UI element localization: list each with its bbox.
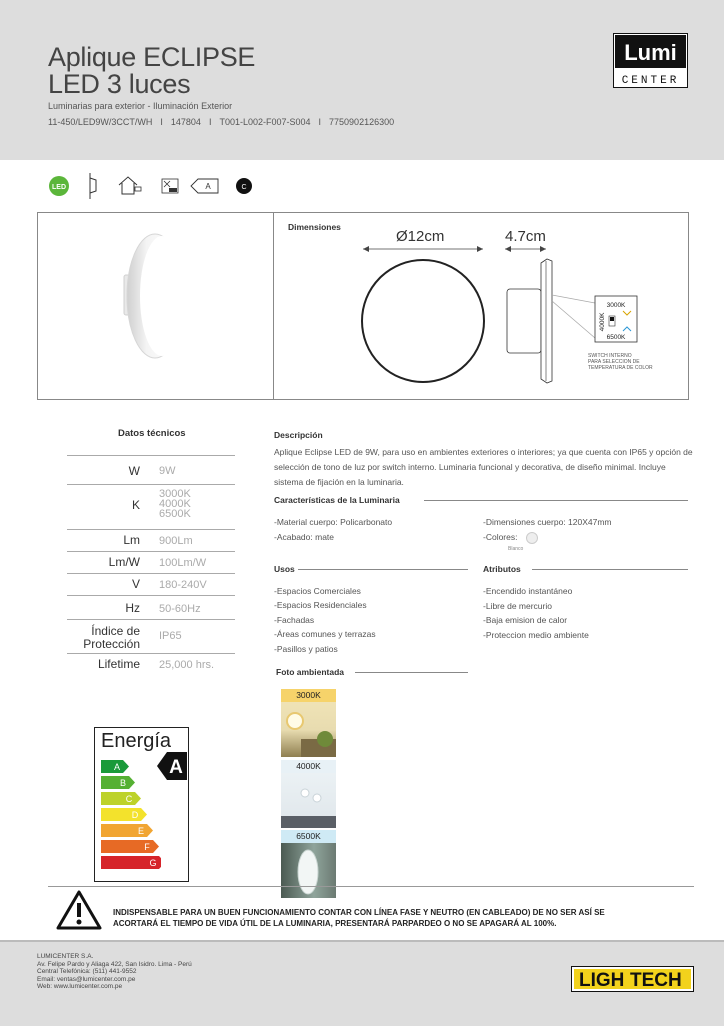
use-item: -Espacios Comerciales xyxy=(274,586,361,596)
product-ean: 7750902126300 xyxy=(329,117,395,127)
tech-value: 25,000 hrs. xyxy=(159,659,215,671)
product-title-line1: Aplique ECLIPSE xyxy=(48,42,256,72)
depth-label: 4.7cm xyxy=(505,228,546,245)
section-rule xyxy=(298,569,468,570)
frame-divider xyxy=(273,212,274,400)
code-separator: I xyxy=(160,117,163,127)
section-rule xyxy=(355,672,468,673)
dimensions-title: Dimensiones xyxy=(288,222,341,232)
ambient-photo-4000k xyxy=(281,760,336,828)
energy-class-icon xyxy=(190,177,220,195)
warning-rule xyxy=(48,886,694,887)
attribute-item: -Encendido instantáneo xyxy=(483,586,573,596)
switch-mid-label: 4000K xyxy=(599,312,606,332)
section-rule xyxy=(424,500,688,501)
tech-row-voltage xyxy=(67,573,235,596)
characteristic-item: -Dimensiones cuerpo: 120X47mm xyxy=(483,517,612,527)
product-codes xyxy=(48,117,394,127)
switch-note-line: SWITCH INTERNO xyxy=(588,353,632,359)
footer-web: Web: www.lumicenter.com.pe xyxy=(37,983,123,990)
uses-title: Usos xyxy=(274,564,295,574)
characteristics-title: Características de la Luminaria xyxy=(274,495,400,505)
description-text: Aplique Eclipse LED de 9W, para uso en ambientes exteriores o interiores; ya que cuenta con IP65 y opción de selección de tono de luz por switch interno. Luminaria funcional y decorativa, de diseño minimal. Incluye sistema de fijación en la luminaria. xyxy=(274,447,693,487)
no-uv-icon xyxy=(160,173,182,199)
tech-value: 100Lm/W xyxy=(159,557,207,569)
tech-value: 900Lm xyxy=(159,535,193,547)
switch-note-line: PARA SELECCION DE xyxy=(588,359,640,365)
svg-text:C: C xyxy=(241,184,247,191)
energy-class-letter: A xyxy=(113,762,121,772)
switch-note xyxy=(588,353,678,371)
energy-class-letter: E xyxy=(137,826,145,836)
photo-scene xyxy=(281,830,336,898)
brand-part-a: LIGH xyxy=(579,970,625,991)
attribute-item: -Baja emision de calor xyxy=(483,615,568,625)
energy-rating-arrow xyxy=(157,752,187,780)
code-separator: I xyxy=(208,117,212,127)
tech-label: W xyxy=(128,464,140,478)
svg-text:LED: LED xyxy=(52,184,66,191)
energy-class-bar xyxy=(101,808,147,821)
tech-label: Lm/W xyxy=(108,555,140,569)
lightech-logo xyxy=(571,966,694,992)
tech-value: 4000K xyxy=(159,498,191,510)
tech-row-lifetime xyxy=(67,653,235,676)
use-item: -Espacios Residenciales xyxy=(274,600,367,610)
warning-line: ACORTARÁ EL TIEMPO DE VIDA ÚTIL DE LA LUMINARIA, PRESENTARÁ PARPARDEO O NO SE APAGARÁ AL 100%. xyxy=(113,919,557,928)
warning-icon xyxy=(56,889,102,931)
photo-label: 6500K xyxy=(281,830,336,843)
use-item: -Fachadas xyxy=(274,615,315,625)
energy-class-bar xyxy=(101,792,141,805)
photos-title: Foto ambientada xyxy=(276,667,345,677)
product-id: 147804 xyxy=(170,117,201,127)
energy-class-letter: F xyxy=(144,842,150,852)
switch-cool-label: 6500K xyxy=(606,334,626,341)
characteristic-item: -Colores: xyxy=(483,532,518,542)
footer-phone: Central Telefónica: (511) 441-9552 xyxy=(37,968,137,975)
tech-row-lumens xyxy=(67,529,235,552)
energy-class-letter: G xyxy=(149,858,157,868)
product-ref: T001-L002-F007-S004 xyxy=(219,117,311,127)
description-title: Descripción xyxy=(274,430,323,440)
led-icon xyxy=(48,175,70,197)
energy-class-letter: B xyxy=(119,778,127,788)
outdoor-house-icon xyxy=(116,173,144,199)
photo-scene xyxy=(281,760,336,828)
svg-text:A: A xyxy=(169,757,183,778)
footer-address: Av. Felipe Pardo y Aliaga 422, San Isidro. Lima - Perú xyxy=(37,961,192,968)
photo-label: 4000K xyxy=(281,760,336,773)
tech-label: V xyxy=(131,577,140,591)
switch-warm-label: 3000K xyxy=(606,302,626,309)
ambient-photo-6500k xyxy=(281,830,336,898)
attribute-item: -Proteccion medio ambiente xyxy=(483,630,589,640)
energy-class-letter: C xyxy=(125,794,133,804)
tech-row-protection xyxy=(67,619,235,654)
energy-class-letter: D xyxy=(131,810,139,820)
tech-label: Lifetime xyxy=(97,657,140,671)
tech-label: Índice de xyxy=(91,624,140,638)
warning-text xyxy=(113,907,693,929)
characteristic-item: -Acabado: mate xyxy=(274,532,335,542)
tech-label: Hz xyxy=(125,601,140,615)
energy-class-bars xyxy=(101,760,161,872)
tech-label: Lm xyxy=(123,533,140,547)
use-item: -Pasillos y patios xyxy=(274,644,338,654)
product-image xyxy=(110,228,200,368)
lumicenter-logo xyxy=(613,33,688,88)
use-item: -Áreas comunes y terrazas xyxy=(274,629,376,639)
product-code: 11-450/LED9W/3CCT/WH xyxy=(48,117,153,127)
tech-row-kelvin xyxy=(67,484,235,530)
product-subtitle: Luminarias para exterior - Iluminación Exterior xyxy=(48,101,233,111)
characteristic-item: -Material cuerpo: Policarbonato xyxy=(274,517,393,527)
logo-word: Lumi xyxy=(624,40,677,65)
tech-value: 50-60Hz xyxy=(159,603,201,615)
photo-label: 3000K xyxy=(281,689,336,702)
photo-scene xyxy=(281,689,336,757)
tech-value: 9W xyxy=(159,465,176,477)
energy-class-bar xyxy=(101,840,159,853)
energy-class-bar xyxy=(101,776,135,789)
tech-row-efficacy xyxy=(67,551,235,574)
diameter-label: Ø12cm xyxy=(396,228,445,245)
footer-email: Email: ventas@lumicenter.com.pe xyxy=(37,976,136,983)
tech-row-frequency xyxy=(67,595,235,620)
section-rule xyxy=(532,569,688,570)
feature-icons xyxy=(48,173,268,199)
warning-line: INDISPENSABLE PARA UN BUEN FUNCIONAMIENTO CONTAR CON LÍNEA FASE Y NEUTRO (EN CABLEADO) DE NO SER ASÍ SE xyxy=(113,908,605,917)
switch-note-line: TEMPERATURA DE COLOR xyxy=(588,365,653,371)
attribute-item: -Libre de mercurio xyxy=(483,601,552,611)
tech-data-title: Datos técnicos xyxy=(118,428,186,439)
tech-value: 180-240V xyxy=(159,579,207,591)
brand-part-b: TECH xyxy=(630,970,682,991)
product-title-line2: LED 3 luces xyxy=(48,69,191,99)
tech-label: K xyxy=(131,498,140,512)
logo-subword: CENTER xyxy=(621,75,680,87)
footer-company: LUMICENTER S.A. xyxy=(37,953,94,960)
code-separator: I xyxy=(318,117,322,127)
color-swatch-label: Blanco xyxy=(508,546,524,552)
tech-value: 3000K xyxy=(159,488,191,500)
tech-value: 6500K xyxy=(159,508,191,520)
energy-class-bar xyxy=(101,824,153,837)
tech-value: IP65 xyxy=(159,630,182,642)
tech-label: Protección xyxy=(83,637,140,651)
tech-row-watts xyxy=(67,455,235,485)
wall-mount-icon xyxy=(88,173,100,199)
color-badge-icon xyxy=(235,177,253,195)
svg-text:A: A xyxy=(205,182,211,191)
attributes-title: Atributos xyxy=(483,564,521,574)
energy-title: Energía xyxy=(101,730,172,752)
ambient-photo-3000k xyxy=(281,689,336,757)
color-swatch-white xyxy=(526,532,538,544)
